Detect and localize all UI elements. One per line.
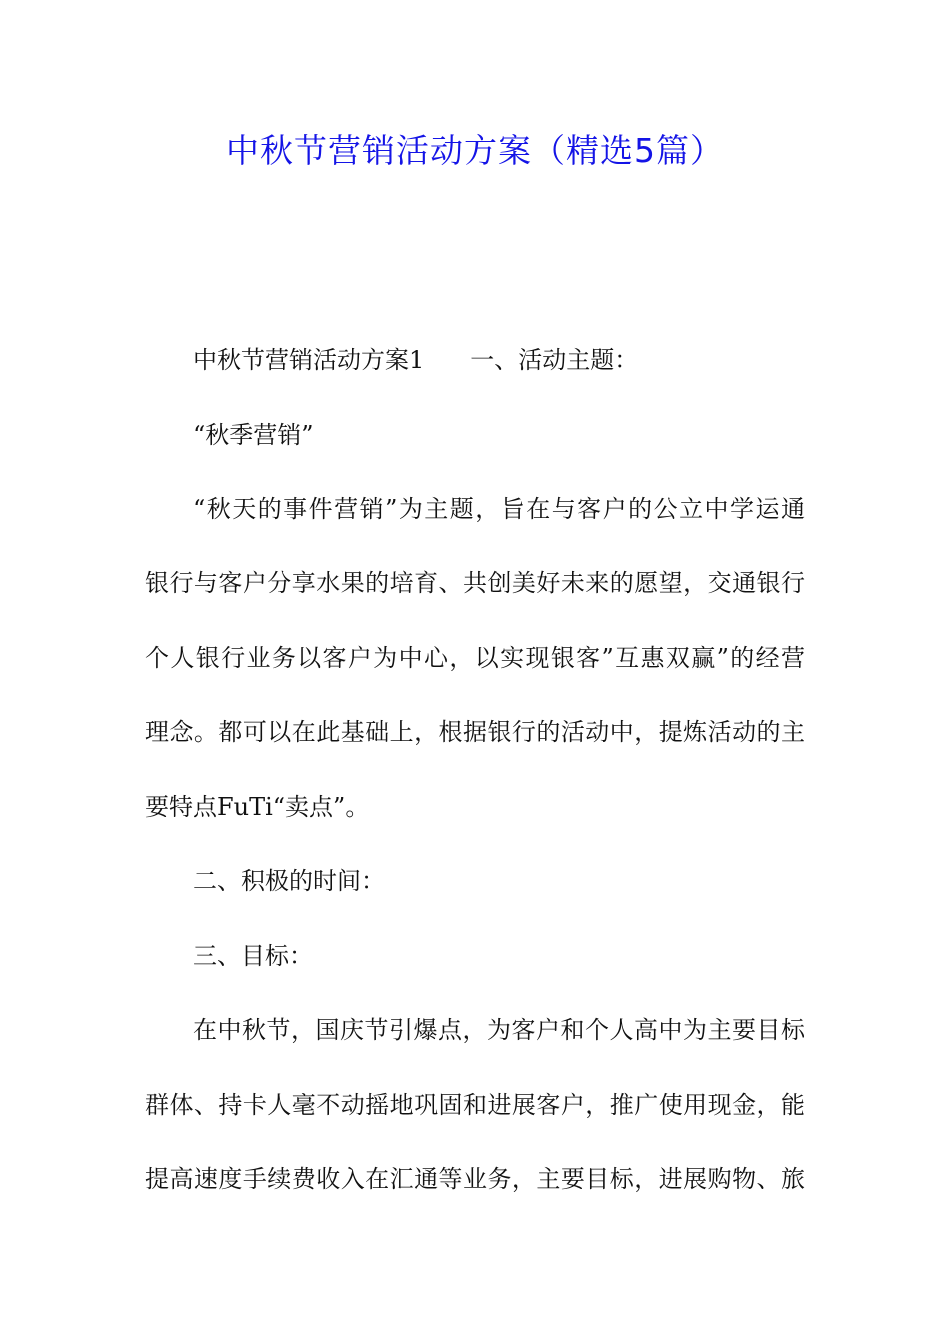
paragraph-line: “秋天的事件营销”为主题，旨在与客户的公立中学运通	[193, 495, 805, 523]
paragraph-line: 提高速度手续费收入在汇通等业务，主要目标，进展购物、旅	[145, 1165, 805, 1193]
section-heading-3: 三、目标：	[193, 942, 313, 970]
paragraph-line: 个人银行业务以客户为中心，以实现银客”互惠双赢”的经营	[145, 644, 805, 672]
theme-line: “秋季营销”	[193, 421, 314, 449]
paragraph-line: 银行与客户分享水果的培育、共创美好未来的愿望，交通银行	[145, 569, 805, 597]
document-title: 中秋节营销活动方案（精选5篇）	[226, 131, 724, 170]
paragraph-line: 要特点FuTi“卖点”。	[145, 793, 370, 821]
plan-heading-line	[193, 344, 805, 376]
plan-heading: 中秋节营销活动方案1	[193, 346, 425, 374]
section-heading-1: 一、活动主题：	[470, 346, 639, 374]
section-heading-2: 二、积极的时间：	[193, 867, 385, 895]
paragraph-line: 理念。都可以在此基础上，根据银行的活动中，提炼活动的主	[145, 718, 805, 746]
paragraph-line: 群体、持卡人毫不动摇地巩固和进展客户，推广使用现金，能	[145, 1091, 805, 1119]
paragraph-line: 在中秋节，国庆节引爆点，为客户和个人高中为主要目标	[193, 1016, 805, 1044]
